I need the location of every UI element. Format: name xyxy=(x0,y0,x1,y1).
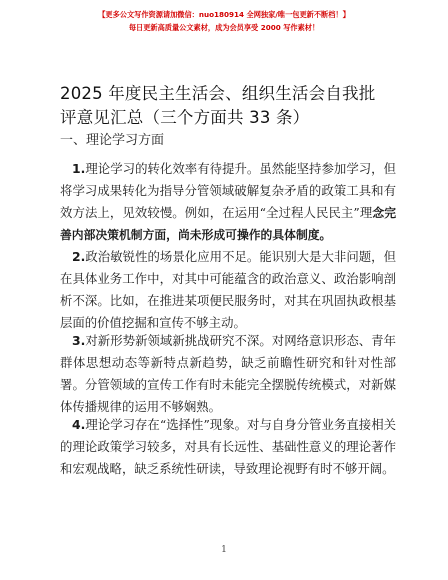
paragraph-text: 政治敏锐性的场景化应用不足。能识别大是大非问题，但在具体业务工作中，对其中可能蕴含的政治意义、政治影响剖析不深。比如，在推进某项便民服务时，对其在巩固执政根基层面的价值挖掘和宣传不够主动。 xyxy=(60,249,396,330)
paragraph-4 xyxy=(60,414,396,480)
paragraph-3 xyxy=(60,330,396,418)
paragraph-text: 理论学习的转化效率有待提升。虽然能坚持参加学习，但将学习成果转化为指导分管领域破解复杂矛盾的政策工具和有效方法上，见效较慢。例如，在运用“全过程人民民主”理 xyxy=(60,161,396,220)
banner-promo-line: 【更多公文写作资源请加微信：nuo180914 全网独家/唯一包更新不断档！】 xyxy=(98,10,350,19)
paragraph-number: 3. xyxy=(72,333,86,348)
paragraph-number: 1. xyxy=(72,161,86,176)
header-banner xyxy=(0,8,448,34)
paragraph-2 xyxy=(60,246,396,334)
page-number: 1 xyxy=(221,545,227,555)
paragraph-number: 2. xyxy=(72,249,86,264)
document-title: 2025 年度民主生活会、组织生活会自我批评意见汇总（三个方面共 33 条） xyxy=(60,84,376,127)
paragraph-number: 4. xyxy=(72,417,86,432)
section-heading: 一、理论学习方面 xyxy=(60,133,165,148)
paragraph-text: 理论学习存在“选择性”现象。对与自身分管业务直接相关的理论政策学习较多，对具有长远性、基础性意义的理论著作和宏观战略，缺乏系统性研读，导致理论视野有时不够开阔。 xyxy=(60,417,396,476)
paragraph-bold-text: 念完善内部决策机制方面，尚未形成可操作的具体制度。 xyxy=(60,206,396,242)
paragraph-1 xyxy=(60,158,396,246)
banner-update-line: 每日更新高质量公文素材，成为会员享受 2000 写作素材！ xyxy=(128,23,320,32)
paragraph-text: 对新形势新领域新挑战研究不深。对网络意识形态、青年群体思想动态等新特点新趋势，缺乏前瞻性研究和针对性部署。分管领域的宣传工作有时未能完全摆脱传统模式，对新媒体传播规律的运用不够娴熟。 xyxy=(60,333,396,414)
